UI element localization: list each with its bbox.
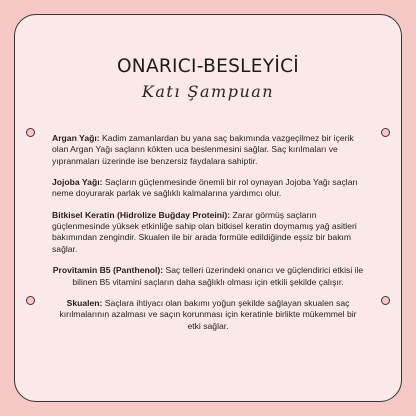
product-subtitle: Katı Şampuan — [141, 82, 275, 101]
ingredient-description: Kadim zamanlardan bu yana saç bakımında vazgeçilmez bir içerik olan Argan Yağı saçların kökten uca beslenmesini sağlar. Saç kırılmaları ve yıpranmaları üzerinde ise benzersiz faydalara sahiptir. — [52, 133, 354, 166]
ingredient-provitamin-b5 — [52, 265, 364, 288]
punch-hole-left-bottom — [26, 296, 35, 305]
punch-hole-right-bottom — [381, 296, 390, 305]
punch-hole-left-top — [26, 128, 35, 137]
ingredient-name: Provitamin B5 (Panthenol): — [52, 265, 164, 276]
ingredient-description: Saçların güçlenmesinde önemli bir rol oynayan Jojoba Yağı saçları neme doyurarak parlak ve sağlıklı kalmalarına yardımcı olur. — [52, 177, 358, 199]
ingredient-name: Jojoba Yağı: — [52, 177, 103, 188]
ingredient-keratin — [52, 210, 364, 255]
ingredient-jojoba — [52, 177, 364, 200]
ingredient-description: Zarar görmüş saçların güçlenmesinde yüksek etkinliğe sahip olan bitkisel keratin doymamış yağ asitleri bakımından zengindir. Skualen ile bir arada formüle edildiğinde eşsiz bir bakım sağlar. — [52, 209, 357, 254]
ingredient-name: Bitkisel Keratin (Hidrolize Buğday Proteini): — [52, 209, 231, 220]
ingredient-argan — [52, 133, 364, 167]
product-title: ONARICI-BESLEYİCİ — [116, 56, 300, 77]
ingredient-name: Argan Yağı: — [52, 133, 100, 143]
punch-hole-right-top — [381, 128, 390, 137]
ingredient-description: Saçlara ihtiyacı olan bakımı yoğun şekilde sağlayan skualen saç kırılmalarının azalması ve saçın korunması için keratinle birlikte mükemmel bir etki sağlar. — [59, 298, 357, 331]
ingredient-name: Skualen: — [66, 298, 103, 309]
ingredient-skualen — [52, 298, 364, 332]
ingredient-list — [52, 133, 364, 342]
ingredient-description: Saç telleri üzerindeki onarıcı ve güçlendirici etkisi ile bilinen B5 vitamini saçların daha sağlıklı olması için etkili şekilde çalışır. — [72, 265, 364, 287]
